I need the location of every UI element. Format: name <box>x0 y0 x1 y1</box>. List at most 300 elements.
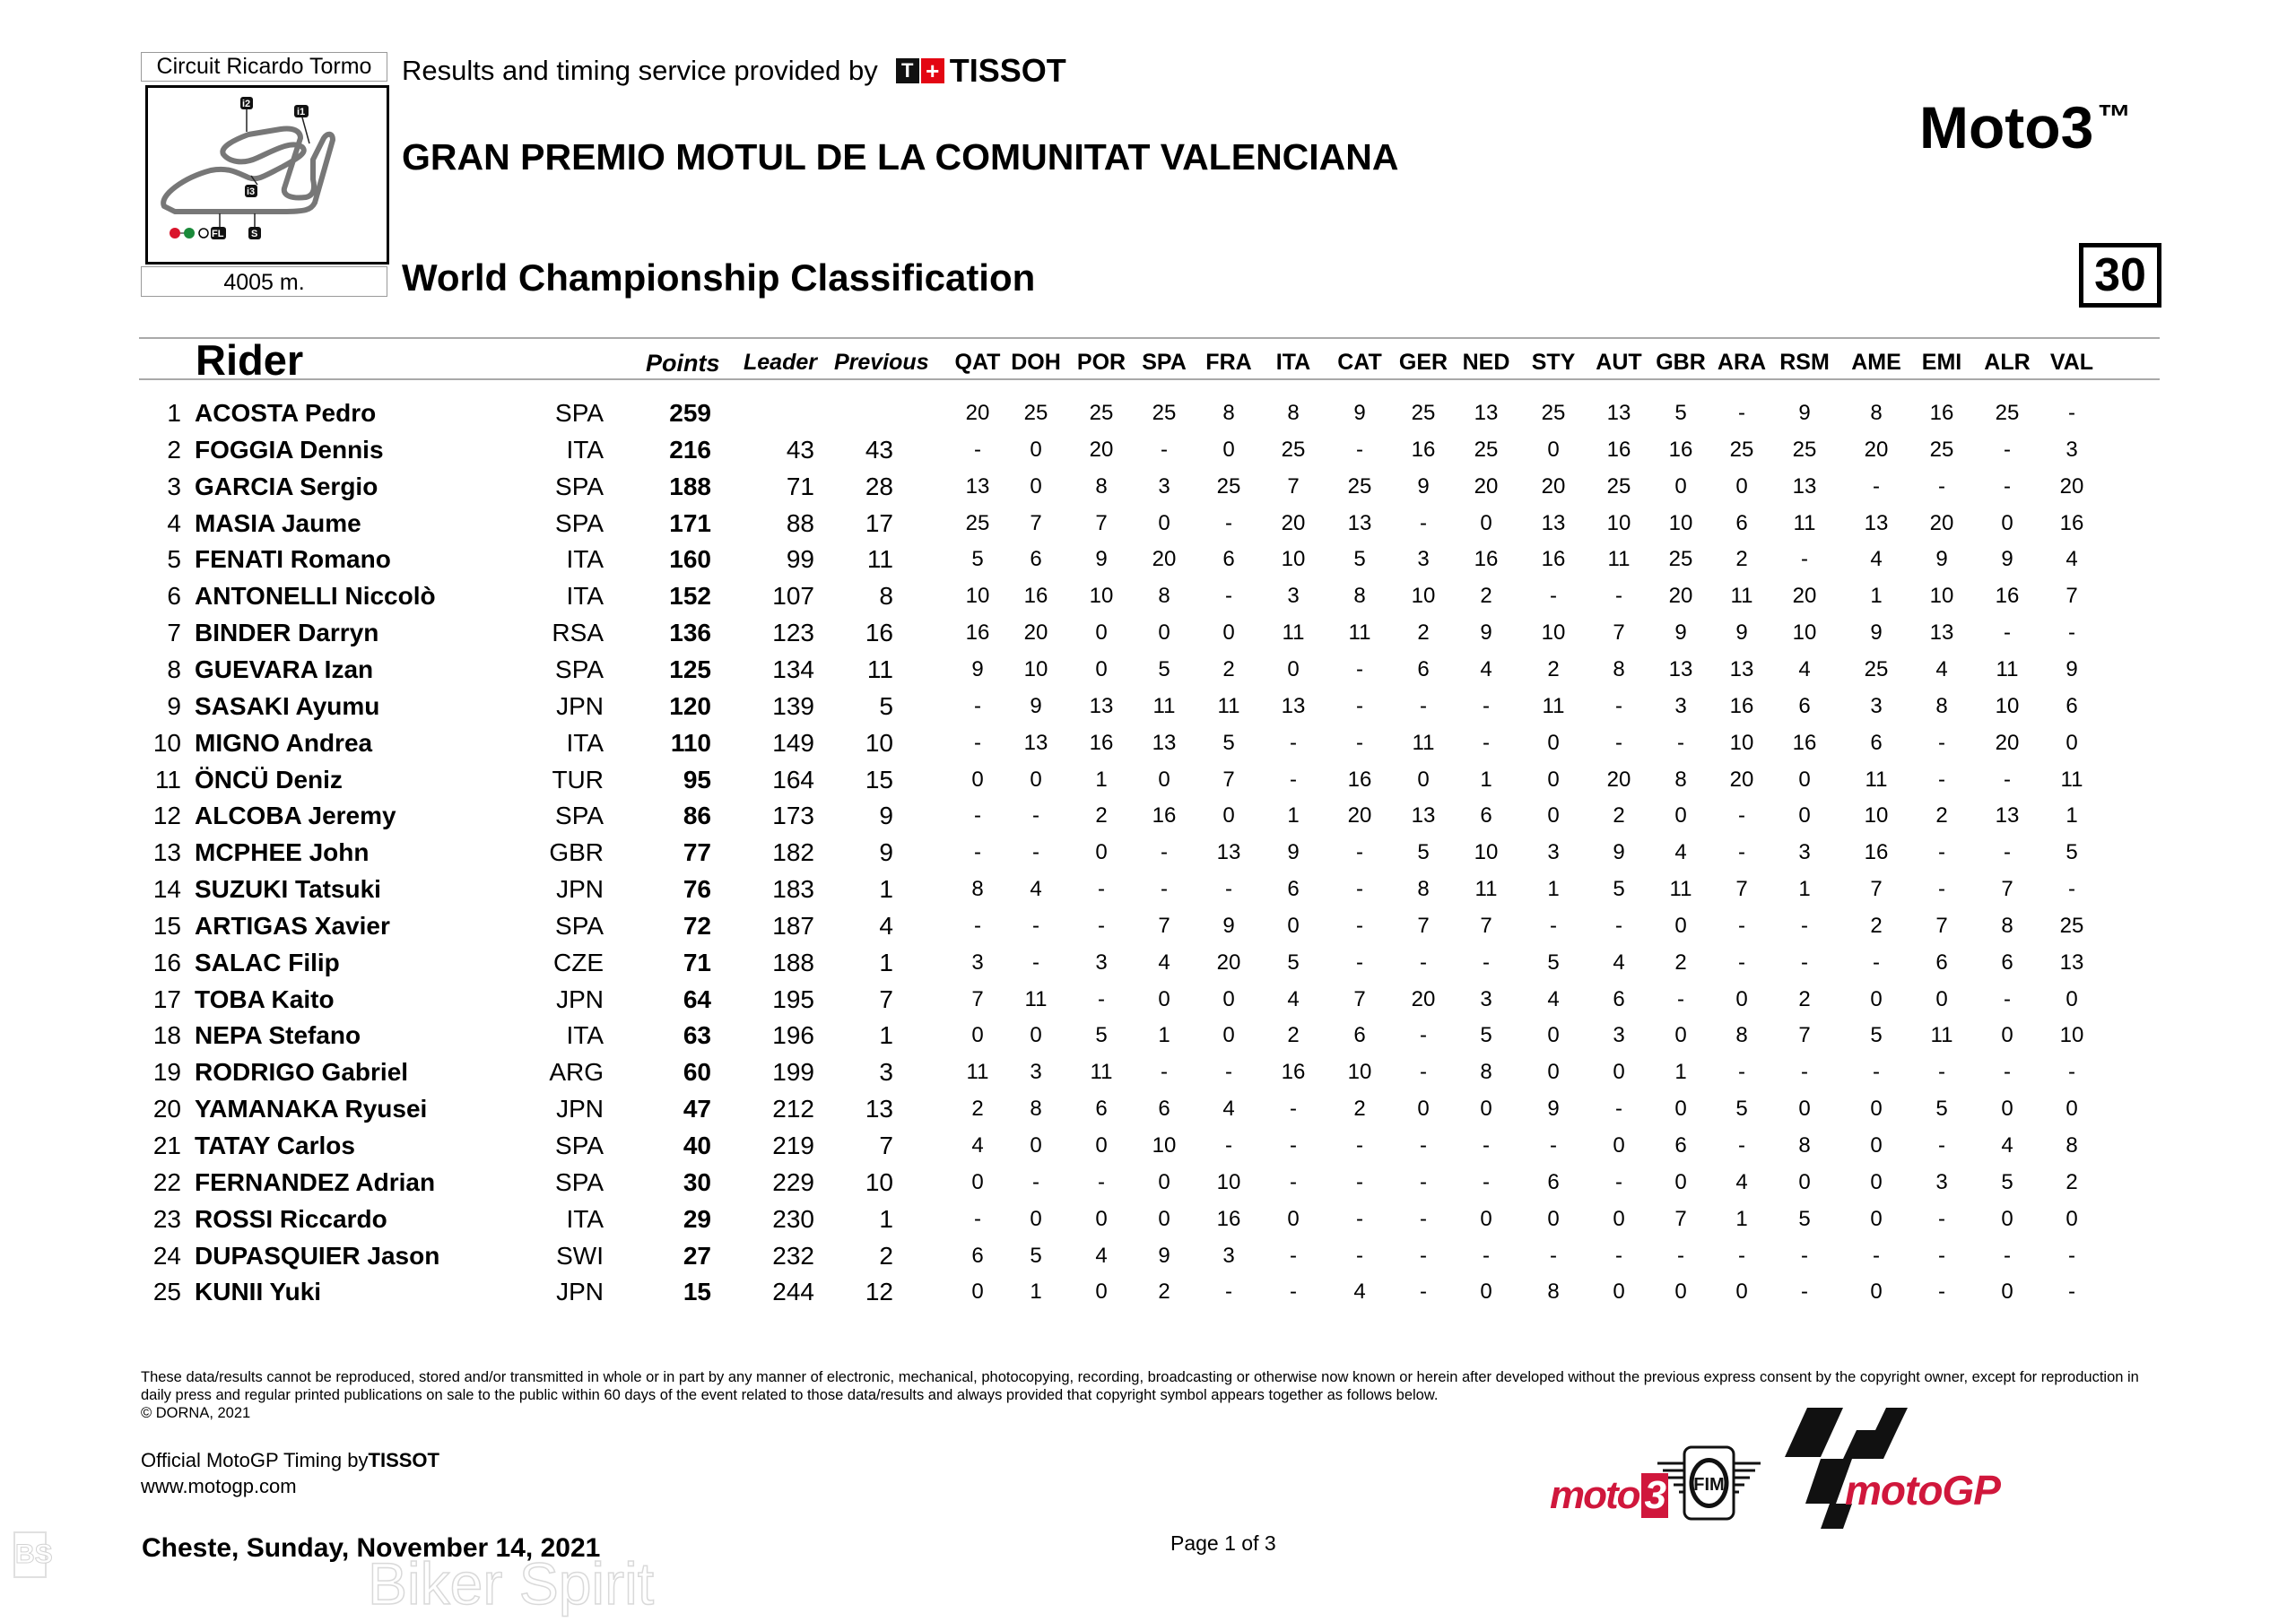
rider-nation: ITA <box>566 1204 604 1233</box>
race-points-alr: 4 <box>2001 1133 2013 1158</box>
motogp-logo-word: motoGP <box>1845 1467 2000 1514</box>
svg-text:i2: i2 <box>242 99 251 109</box>
rider-nation: SPA <box>555 508 604 537</box>
race-points-ame: 0 <box>1870 1206 1883 1231</box>
gap-to-leader: 88 <box>786 508 814 537</box>
race-points-sty: 1 <box>1547 877 1560 902</box>
race-points-alr: - <box>2004 620 2011 646</box>
race-points-sty: 2 <box>1547 656 1560 681</box>
race-points-fra: - <box>1225 1060 1232 1085</box>
table-row <box>0 395 2296 431</box>
race-points-cat: 10 <box>1347 1060 1372 1085</box>
race-points-qat: 2 <box>971 1097 984 1122</box>
race-points-doh: - <box>1032 913 1039 938</box>
race-points-ara: 4 <box>1735 1169 1748 1194</box>
race-points-rsm: 2 <box>1798 986 1811 1011</box>
race-points-doh: 10 <box>1023 656 1048 681</box>
row-position: 16 <box>152 948 181 976</box>
race-points-doh: 3 <box>1030 1060 1042 1085</box>
table-row <box>0 761 2296 798</box>
race-points-qat: 0 <box>971 1279 984 1305</box>
race-points-por: - <box>1098 877 1105 902</box>
col-header-race-ame: AME <box>1851 350 1901 375</box>
race-points-ned: 11 <box>1474 877 1498 902</box>
gap-to-previous: 10 <box>865 728 893 757</box>
race-points-fra: 2 <box>1222 656 1235 681</box>
rider-points: 72 <box>683 911 711 940</box>
race-points-val: 11 <box>2060 767 2083 792</box>
rider-name: ÖNCÜ Deniz <box>195 765 343 794</box>
race-points-ame: 0 <box>1870 1097 1883 1122</box>
race-points-ita: 10 <box>1281 547 1306 572</box>
table-row <box>0 651 2296 688</box>
gap-to-previous: 3 <box>879 1058 893 1087</box>
race-points-cat: - <box>1356 877 1363 902</box>
race-points-rsm: - <box>1801 1060 1808 1085</box>
rider-points: 77 <box>683 838 711 867</box>
rider-nation: GBR <box>549 838 604 867</box>
table-row <box>0 688 2296 724</box>
race-points-val: - <box>2068 877 2075 902</box>
gap-to-leader: 219 <box>772 1132 814 1159</box>
rider-name: FOGGIA Dennis <box>195 435 384 464</box>
race-points-rsm: 9 <box>1798 401 1811 425</box>
race-points-aut: 0 <box>1613 1279 1625 1305</box>
race-points-fra: 11 <box>1217 693 1240 718</box>
race-points-aut: 6 <box>1613 986 1625 1011</box>
race-points-aut: 25 <box>1606 473 1631 499</box>
race-points-val: 1 <box>2066 803 2078 828</box>
official-timing-brand: TISSOT <box>368 1449 439 1471</box>
race-points-fra: - <box>1225 877 1232 902</box>
race-points-por: 0 <box>1095 1206 1108 1231</box>
race-points-ara: - <box>1738 1243 1745 1268</box>
race-points-gbr: 7 <box>1674 1206 1687 1231</box>
race-points-fra: 9 <box>1222 913 1235 938</box>
race-points-sty: - <box>1550 1133 1557 1158</box>
race-points-ara: - <box>1738 1133 1745 1158</box>
rider-points: 188 <box>669 472 711 500</box>
race-points-val: 0 <box>2066 1097 2078 1122</box>
gap-to-previous: 1 <box>879 1204 893 1233</box>
col-header-leader: Leader <box>744 350 817 375</box>
race-points-fra: 10 <box>1216 1169 1241 1194</box>
col-header-race-fra: FRA <box>1205 350 1252 375</box>
race-points-val: 4 <box>2066 547 2078 572</box>
race-points-alr: 16 <box>1995 584 2020 609</box>
table-row <box>0 1237 2296 1274</box>
col-header-race-rsm: RSM <box>1779 350 1830 375</box>
race-points-ned: - <box>1483 1133 1490 1158</box>
race-points-fra: - <box>1225 584 1232 609</box>
race-points-sty: 0 <box>1547 437 1560 462</box>
race-points-val: 8 <box>2066 1133 2078 1158</box>
race-points-aut: - <box>1615 1243 1622 1268</box>
table-row <box>0 541 2296 577</box>
race-points-qat: - <box>974 840 981 865</box>
race-points-aut: 2 <box>1613 803 1625 828</box>
race-points-gbr: - <box>1677 1243 1684 1268</box>
gap-to-leader: 229 <box>772 1167 814 1196</box>
race-points-ame: 2 <box>1870 913 1883 938</box>
rider-name: KUNII Yuki <box>195 1278 322 1306</box>
race-points-fra: - <box>1225 1133 1232 1158</box>
race-points-gbr: 0 <box>1674 913 1687 938</box>
circuit-name: Circuit Ricardo Tormo <box>141 52 387 82</box>
table-row <box>0 907 2296 944</box>
race-points-rsm: 20 <box>1792 584 1817 609</box>
race-points-spa: 11 <box>1152 693 1176 718</box>
gap-to-previous: 43 <box>865 435 893 464</box>
fim-logo-icon <box>1657 1444 1761 1522</box>
race-points-aut: 11 <box>1607 547 1631 572</box>
race-points-gbr: 0 <box>1674 1023 1687 1048</box>
race-points-doh: 0 <box>1030 473 1042 499</box>
race-points-ned: 13 <box>1474 401 1499 425</box>
race-points-doh: 9 <box>1030 693 1042 718</box>
race-points-ger: 5 <box>1417 840 1430 865</box>
race-points-aut: - <box>1615 693 1622 718</box>
race-points-gbr: 3 <box>1674 693 1687 718</box>
race-points-ita: 16 <box>1281 1060 1306 1085</box>
race-points-rsm: - <box>1801 547 1808 572</box>
race-points-val: 16 <box>2059 510 2084 535</box>
race-points-emi: 16 <box>1929 401 1954 425</box>
race-points-fra: 4 <box>1222 1097 1235 1122</box>
watermark-badge: BS <box>13 1531 47 1578</box>
race-points-ara: 10 <box>1729 730 1754 755</box>
gap-to-previous: 11 <box>866 655 893 683</box>
col-header-race-doh: DOH <box>1011 350 1061 375</box>
rider-name: SALAC Filip <box>195 948 340 976</box>
race-points-ame: 20 <box>1864 437 1889 462</box>
race-points-ame: 11 <box>1865 767 1888 792</box>
race-points-cat: 6 <box>1353 1023 1366 1048</box>
race-points-spa: 0 <box>1158 510 1170 535</box>
rider-points: 171 <box>669 508 711 537</box>
race-points-ned: 9 <box>1480 620 1492 646</box>
race-points-val: 25 <box>2059 913 2084 938</box>
race-points-fra: 13 <box>1216 840 1241 865</box>
rider-nation: SWI <box>556 1241 604 1270</box>
race-points-ita: 20 <box>1281 510 1306 535</box>
race-points-sty: 13 <box>1541 510 1566 535</box>
race-points-val: 0 <box>2066 986 2078 1011</box>
race-points-ita: 9 <box>1287 840 1300 865</box>
col-header-race-sty: STY <box>1531 350 1576 375</box>
race-points-sty: 6 <box>1547 1169 1560 1194</box>
rider-nation: SPA <box>555 655 604 683</box>
race-points-rsm: 0 <box>1798 803 1811 828</box>
race-points-gbr: 25 <box>1668 547 1693 572</box>
race-points-gbr: - <box>1677 730 1684 755</box>
race-points-ned: 16 <box>1474 547 1499 572</box>
rider-name: FERNANDEZ Adrian <box>195 1167 436 1196</box>
race-points-ita: 3 <box>1287 584 1300 609</box>
moto3-logo <box>1550 1473 1668 1518</box>
race-points-cat: 9 <box>1353 401 1366 425</box>
trademark: ™ <box>2097 99 2132 136</box>
race-points-emi: - <box>1938 730 1945 755</box>
race-points-spa: 20 <box>1152 547 1177 572</box>
race-points-ita: - <box>1290 1133 1297 1158</box>
race-points-ger: 13 <box>1411 803 1436 828</box>
rider-points: 71 <box>683 948 711 976</box>
rider-name: ARTIGAS Xavier <box>195 911 390 940</box>
race-points-ara: 6 <box>1735 510 1748 535</box>
race-points-por: 6 <box>1095 1097 1108 1122</box>
col-header-race-spa: SPA <box>1142 350 1187 375</box>
race-points-sty: 5 <box>1547 950 1560 975</box>
table-row <box>0 724 2296 761</box>
race-points-val: - <box>2068 401 2075 425</box>
rider-points: 27 <box>683 1241 711 1270</box>
race-points-ger: - <box>1420 950 1427 975</box>
race-points-ara: 20 <box>1729 767 1754 792</box>
race-points-gbr: 0 <box>1674 1097 1687 1122</box>
row-position: 8 <box>167 655 181 683</box>
race-points-sty: 0 <box>1547 767 1560 792</box>
rider-name: ACOSTA Pedro <box>195 399 377 427</box>
race-points-ned: 3 <box>1480 986 1492 1011</box>
row-position: 4 <box>167 508 181 537</box>
race-points-cat: - <box>1356 840 1363 865</box>
race-points-por: 4 <box>1095 1243 1108 1268</box>
race-points-ame: 0 <box>1870 1133 1883 1158</box>
race-points-sty: 9 <box>1547 1097 1560 1122</box>
race-points-ned: 0 <box>1480 1206 1492 1231</box>
table-row <box>0 1017 2296 1054</box>
race-points-ame: - <box>1873 1243 1880 1268</box>
race-points-fra: 16 <box>1216 1206 1241 1231</box>
race-points-alr: 10 <box>1995 693 2020 718</box>
row-position: 1 <box>167 399 181 427</box>
gap-to-leader: 134 <box>772 655 814 683</box>
race-points-ned: 2 <box>1480 584 1492 609</box>
gap-to-leader: 71 <box>786 472 814 500</box>
race-points-ara: - <box>1738 401 1745 425</box>
race-points-cat: 8 <box>1353 584 1366 609</box>
race-points-ger: - <box>1420 1243 1427 1268</box>
website-link[interactable]: www.motogp.com <box>141 1475 297 1497</box>
rider-nation: SPA <box>555 911 604 940</box>
race-points-rsm: - <box>1801 1243 1808 1268</box>
race-points-ame: 7 <box>1870 877 1883 902</box>
table-row <box>0 981 2296 1018</box>
rider-name: ALCOBA Jeremy <box>195 802 396 830</box>
svg-text:FL: FL <box>212 229 224 239</box>
table-row <box>0 871 2296 907</box>
race-points-emi: 6 <box>1935 950 1948 975</box>
race-points-cat: - <box>1356 693 1363 718</box>
race-points-ara: 5 <box>1735 1097 1748 1122</box>
race-points-ame: 4 <box>1870 547 1883 572</box>
race-points-cat: - <box>1356 656 1363 681</box>
race-points-val: - <box>2068 1279 2075 1305</box>
table-row <box>0 1273 2296 1310</box>
race-points-qat: 10 <box>965 584 990 609</box>
race-points-spa: 1 <box>1158 1023 1170 1048</box>
rider-points: 40 <box>683 1132 711 1159</box>
table-row <box>0 834 2296 871</box>
race-points-ita: 4 <box>1287 986 1300 1011</box>
race-points-doh: 20 <box>1023 620 1048 646</box>
moto3-logo-number: 3 <box>1641 1473 1668 1518</box>
rider-nation: CZE <box>553 948 604 976</box>
race-points-doh: 6 <box>1030 547 1042 572</box>
category-name: Moto3 <box>1919 94 2094 160</box>
rider-points: 160 <box>669 545 711 574</box>
race-points-ita: 7 <box>1287 473 1300 499</box>
round-number: 30 <box>2079 243 2161 308</box>
rider-nation: TUR <box>552 765 604 794</box>
row-position: 24 <box>152 1241 181 1270</box>
race-points-alr: - <box>2004 767 2011 792</box>
gap-to-leader: 187 <box>772 911 814 940</box>
race-points-ame: 16 <box>1864 840 1889 865</box>
race-points-val: 5 <box>2066 840 2078 865</box>
rider-nation: SPA <box>555 1167 604 1196</box>
race-points-gbr: 1 <box>1674 1060 1687 1085</box>
race-points-gbr: 0 <box>1674 1169 1687 1194</box>
race-points-por: 0 <box>1095 1279 1108 1305</box>
race-points-rsm: 5 <box>1798 1206 1811 1231</box>
race-points-emi: 9 <box>1935 547 1948 572</box>
rider-points: 152 <box>669 582 711 611</box>
race-points-spa: - <box>1161 437 1168 462</box>
table-row <box>0 1090 2296 1127</box>
race-points-aut: 0 <box>1613 1206 1625 1231</box>
race-points-sty: 16 <box>1541 547 1566 572</box>
race-points-alr: 20 <box>1995 730 2020 755</box>
race-points-ger: 8 <box>1417 877 1430 902</box>
race-points-rsm: 10 <box>1792 620 1817 646</box>
race-points-sty: 4 <box>1547 986 1560 1011</box>
race-points-fra: 0 <box>1222 803 1235 828</box>
race-points-doh: 8 <box>1030 1097 1042 1122</box>
race-points-ita: 1 <box>1287 803 1300 828</box>
rider-name: TOBA Kaito <box>195 984 335 1013</box>
race-points-doh: - <box>1032 803 1039 828</box>
race-points-ita: 6 <box>1287 877 1300 902</box>
race-points-cat: - <box>1356 1206 1363 1231</box>
rider-nation: JPN <box>556 875 604 904</box>
race-points-ger: - <box>1420 1060 1427 1085</box>
race-points-spa: - <box>1161 1060 1168 1085</box>
race-points-ara: 2 <box>1735 547 1748 572</box>
rider-points: 64 <box>683 984 711 1013</box>
race-points-spa: 4 <box>1158 950 1170 975</box>
race-points-ger: - <box>1420 1023 1427 1048</box>
rider-nation: ITA <box>566 728 604 757</box>
rider-points: 47 <box>683 1095 711 1123</box>
race-points-ita: - <box>1290 767 1297 792</box>
race-points-ame: 13 <box>1864 510 1889 535</box>
col-header-race-por: POR <box>1076 350 1126 375</box>
race-points-doh: 0 <box>1030 1206 1042 1231</box>
race-points-fra: - <box>1225 1279 1232 1305</box>
race-points-spa: 7 <box>1158 913 1170 938</box>
race-points-por: 5 <box>1095 1023 1108 1048</box>
race-points-ita: - <box>1290 730 1297 755</box>
rider-nation: SPA <box>555 399 604 427</box>
rider-nation: ITA <box>566 435 604 464</box>
gap-to-leader: 182 <box>772 838 814 867</box>
circuit-length: 4005 m. <box>141 266 387 297</box>
race-points-ara: 11 <box>1730 584 1753 609</box>
race-points-sty: 0 <box>1547 803 1560 828</box>
race-points-ger: 20 <box>1411 986 1436 1011</box>
race-points-alr: 0 <box>2001 1097 2013 1122</box>
race-points-cat: 4 <box>1353 1279 1366 1305</box>
moto3-logo-word: moto <box>1550 1473 1639 1517</box>
race-points-cat: - <box>1356 913 1363 938</box>
race-points-ara: 0 <box>1735 1279 1748 1305</box>
race-points-alr: 25 <box>1995 401 2020 425</box>
race-points-rsm: 0 <box>1798 1169 1811 1194</box>
race-points-ita: 0 <box>1287 913 1300 938</box>
race-points-gbr: 0 <box>1674 803 1687 828</box>
race-points-rsm: 4 <box>1798 656 1811 681</box>
gap-to-previous: 9 <box>879 802 893 830</box>
copyright: © DORNA, 2021 <box>141 1405 251 1421</box>
rider-points: 60 <box>683 1058 711 1087</box>
race-points-ita: 11 <box>1282 620 1305 646</box>
table-row <box>0 1164 2296 1201</box>
race-points-val: 13 <box>2059 950 2084 975</box>
row-position: 10 <box>152 728 181 757</box>
race-points-qat: 6 <box>971 1243 984 1268</box>
race-points-rsm: 6 <box>1798 693 1811 718</box>
race-points-cat: 13 <box>1347 510 1372 535</box>
race-points-ger: - <box>1420 1206 1427 1231</box>
race-points-ame: 1 <box>1870 584 1883 609</box>
col-header-race-ned: NED <box>1462 350 1510 375</box>
race-points-doh: 13 <box>1023 730 1048 755</box>
race-points-qat: 3 <box>971 950 984 975</box>
race-points-ara: 9 <box>1735 620 1748 646</box>
race-points-sty: - <box>1550 584 1557 609</box>
gap-to-previous: 1 <box>879 1021 893 1050</box>
race-points-por: 0 <box>1095 620 1108 646</box>
row-position: 23 <box>152 1204 181 1233</box>
race-points-cat: 20 <box>1347 803 1372 828</box>
race-points-emi: 5 <box>1935 1097 1948 1122</box>
race-points-rsm: - <box>1801 913 1808 938</box>
race-points-sty: 0 <box>1547 1060 1560 1085</box>
gap-to-previous: 9 <box>879 838 893 867</box>
race-points-rsm: 25 <box>1792 437 1817 462</box>
gap-to-leader: 195 <box>772 984 814 1013</box>
race-points-emi: 2 <box>1935 803 1948 828</box>
rider-nation: ARG <box>549 1058 604 1087</box>
gap-to-previous: 12 <box>865 1278 893 1306</box>
rider-nation: JPN <box>556 984 604 1013</box>
table-row <box>0 944 2296 981</box>
race-points-alr: 5 <box>2001 1169 2013 1194</box>
race-points-qat: - <box>974 913 981 938</box>
race-points-alr: - <box>2004 1060 2011 1085</box>
rider-name: YAMANAKA Ryusei <box>195 1095 428 1123</box>
race-points-ara: 7 <box>1735 877 1748 902</box>
race-points-emi: - <box>1938 767 1945 792</box>
race-points-sty: 20 <box>1541 473 1566 499</box>
race-points-emi: - <box>1938 1243 1945 1268</box>
race-points-doh: 5 <box>1030 1243 1042 1268</box>
col-header-race-alr: ALR <box>1984 350 2031 375</box>
race-points-ned: - <box>1483 693 1490 718</box>
race-points-fra: 25 <box>1216 473 1241 499</box>
